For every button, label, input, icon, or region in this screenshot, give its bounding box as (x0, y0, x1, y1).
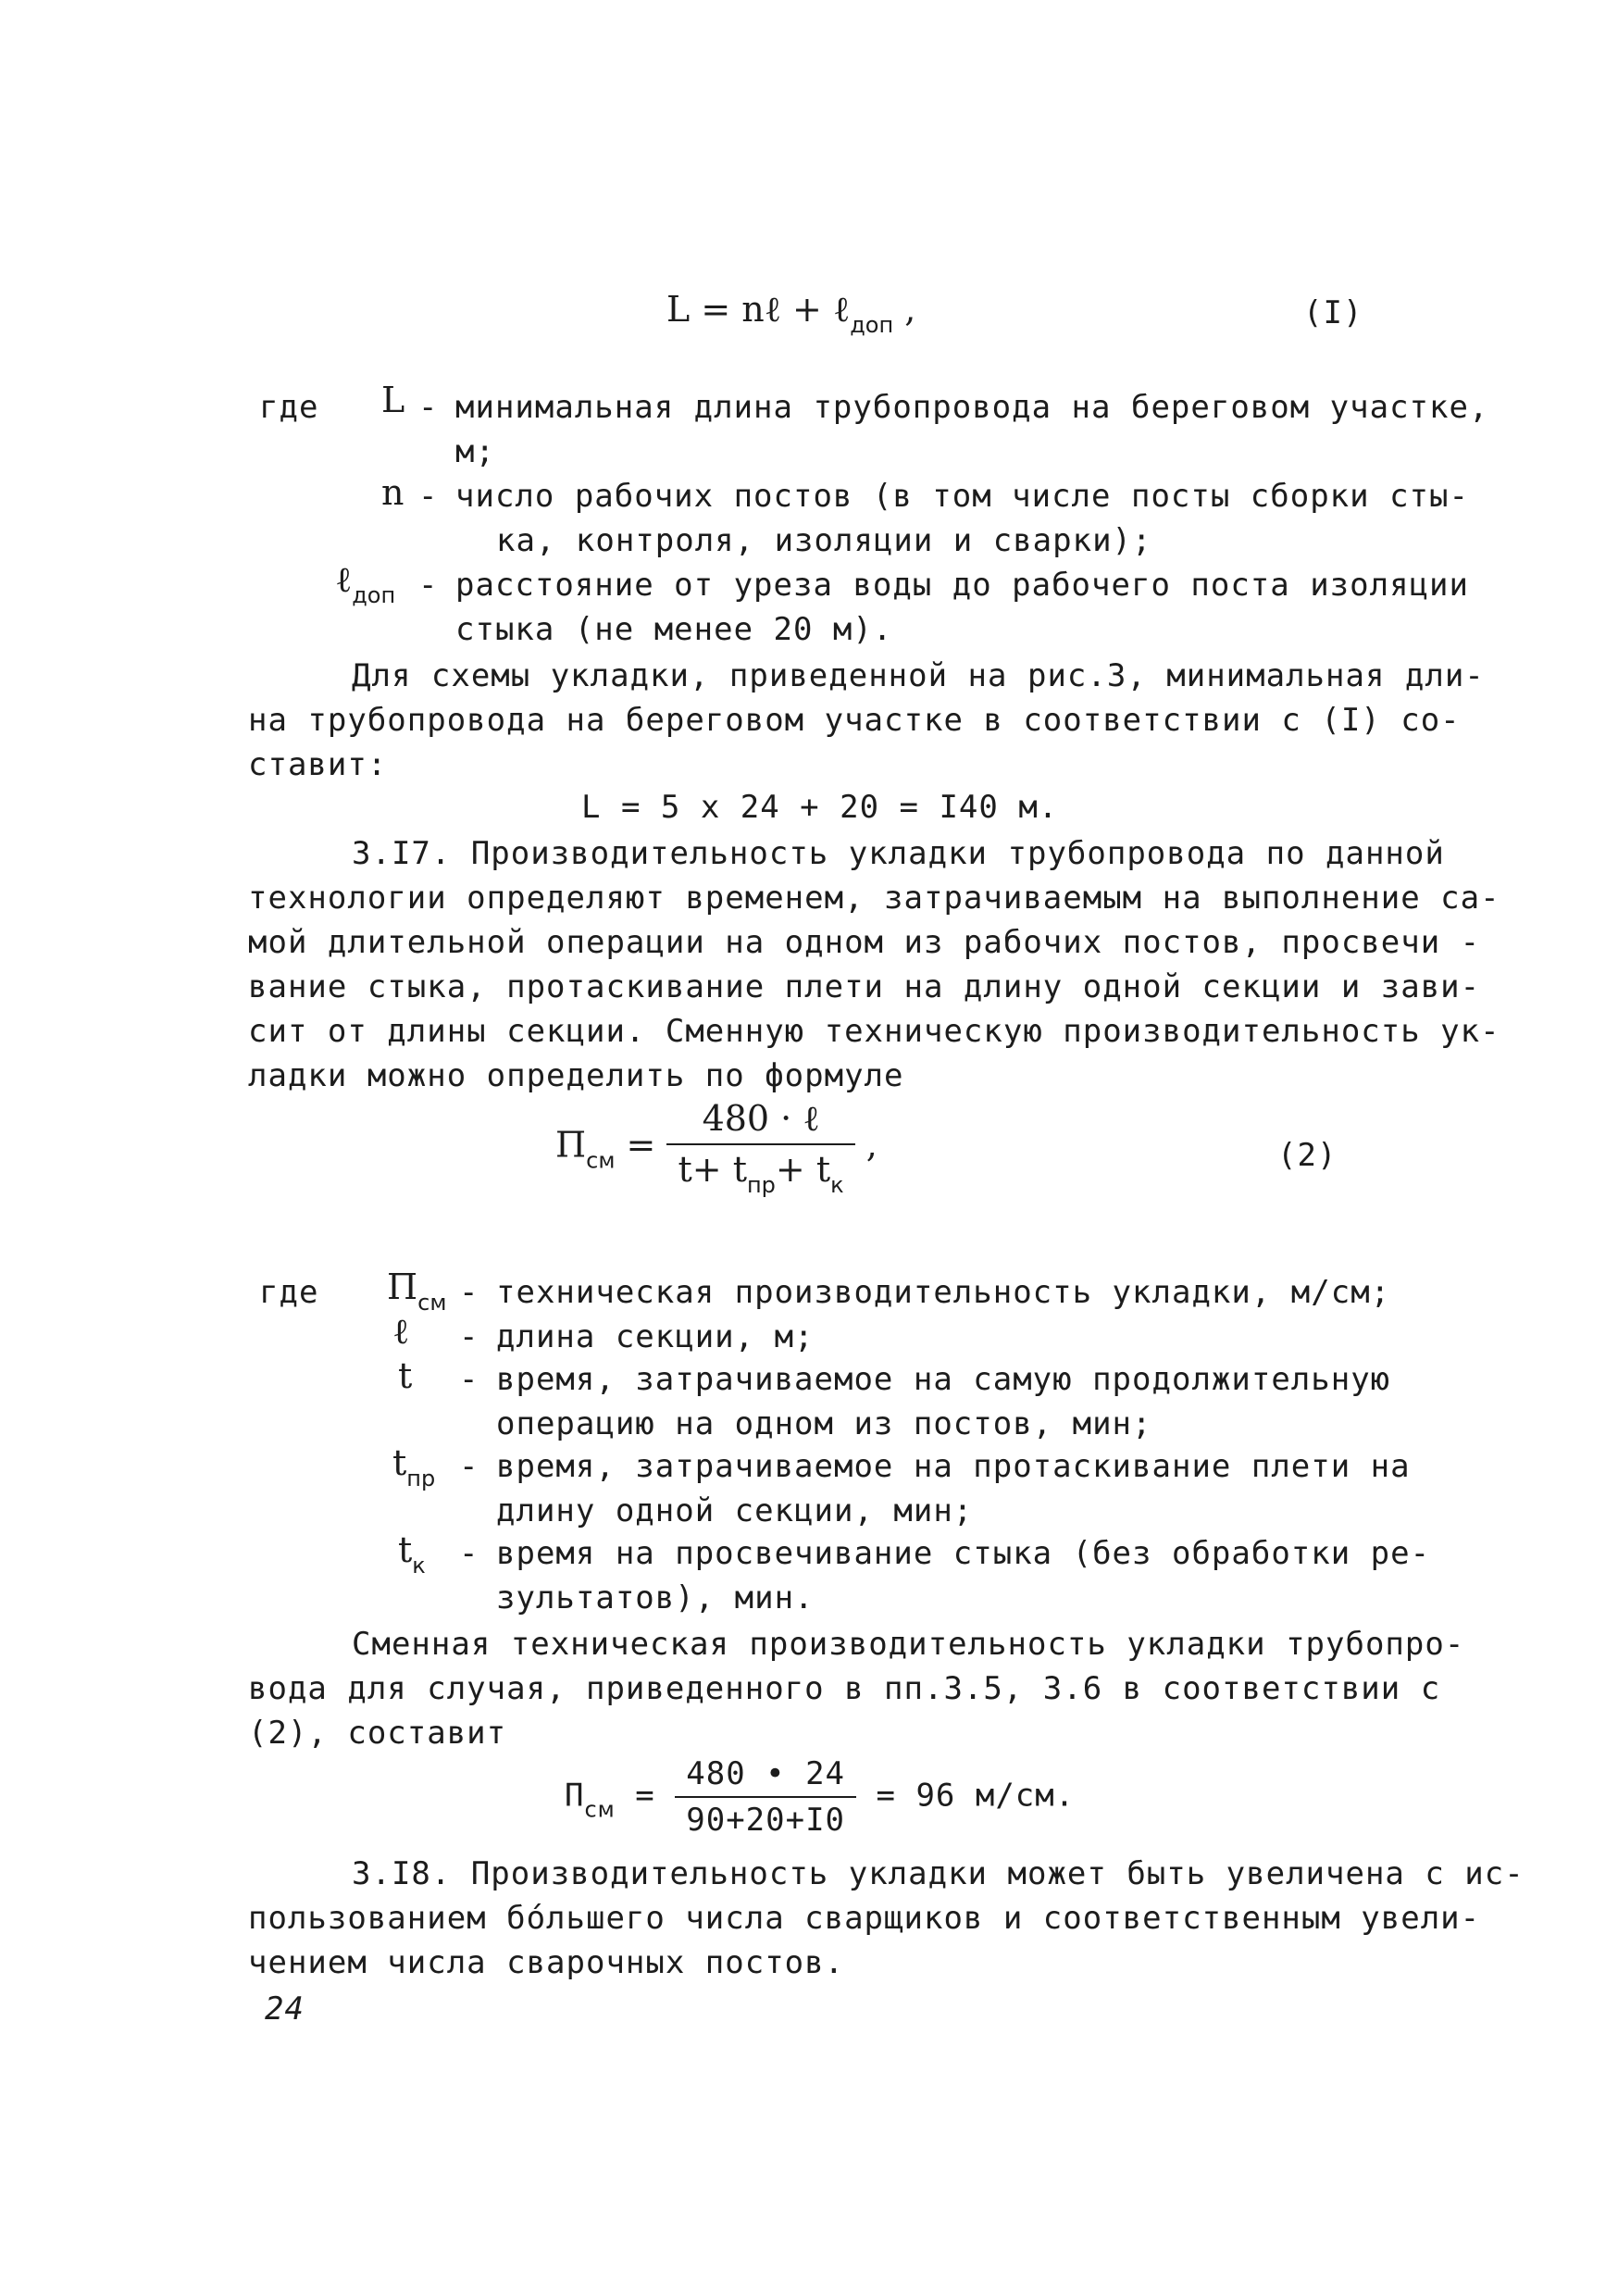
paragraph-line: 3.I8. Производительность укладки может быть увеличена с ис- (352, 1855, 1525, 1892)
paragraph-line: вода для случая, приведенного в пп.3.5, 3.6 в соответствии с (248, 1670, 1441, 1707)
definition-line: техническая производительность укладки, м/см; (496, 1274, 1391, 1311)
symbol-t-pr: $t_{пр}$ (392, 1442, 436, 1491)
definition-line: операцию на одном из постов, мин; (496, 1405, 1152, 1442)
paragraph-line: мой длительной операции на одном из рабочих постов, просвечи - (248, 924, 1481, 961)
symbol-n: n (381, 472, 404, 513)
definition-line: м; (455, 433, 495, 470)
symbol-t-k: $t_к$ (398, 1529, 426, 1578)
dash: - (418, 567, 439, 604)
paragraph-line: (2), составит (248, 1715, 507, 1752)
formula-2: $П_{см}$ = $\frac{\text{480 · ℓ}}{t+ t_{пр}+ t_к}$ , (555, 1098, 877, 1198)
definition-line: время, затрачиваемое на самую продолжительную (496, 1361, 1391, 1398)
dash: - (418, 389, 439, 426)
calculation-2-fraction: $\frac{480 • 24}{90+20+I0}$ (675, 1755, 856, 1839)
paragraph-line: Для схемы укладки, приведенной на рис.3, минимальная дли- (352, 657, 1485, 694)
dash: - (459, 1448, 479, 1485)
formula-2-fraction: $\frac{\text{480 · ℓ}}{t+ t_{пр}+ t_к}$ (666, 1098, 854, 1198)
definition-line: зультатов), мин. (496, 1579, 815, 1616)
definition-line: число рабочих постов (в том числе посты сборки сты- (455, 478, 1469, 515)
symbol-P-sm: $П_{см}$ (387, 1267, 447, 1316)
formula-1: L = nℓ + ℓ$_{доп}$ , (666, 289, 916, 338)
where-label-1: где (259, 389, 319, 426)
formula-2-number: (2) (1277, 1137, 1338, 1174)
definition-line: время на просвечивание стыка (без обработки ре- (496, 1535, 1431, 1572)
formula-1-number: (I) (1303, 294, 1363, 331)
calculation-1: L = 5 x 24 + 20 = I40 м. (581, 789, 1059, 826)
dash: - (459, 1361, 479, 1398)
paragraph-line: чением числа сварочных постов. (248, 1944, 845, 1981)
dash: - (459, 1274, 479, 1311)
paragraph-line: сит от длины секции. Сменную техническую производительность ук- (248, 1013, 1500, 1050)
definition-line: стыка (не менее 20 м). (455, 611, 893, 648)
where-label-2: где (259, 1274, 319, 1311)
paragraph-line: ставит: (248, 746, 388, 783)
paragraph-line: на трубопровода на береговом участке в соответствии с (I) со- (248, 702, 1461, 739)
dash: - (459, 1535, 479, 1572)
paragraph-line: технологии определяют временем, затрачиваемым на выполнение са- (248, 880, 1500, 917)
symbol-L: L (381, 380, 405, 420)
definition-line: длину одной секции, мин; (496, 1492, 974, 1529)
definition-line: минимальная длина трубопровода на береговом участке, (455, 389, 1489, 426)
symbol-l-dop: ℓ$_{доп}$ (335, 559, 396, 608)
definition-line: расстояние от уреза воды до рабочего поста изоляции (455, 567, 1469, 604)
calculation-2: $П_{см}$ = $\frac{480 • 24}{90+20+I0}$ = 96 м/см. (565, 1755, 1076, 1839)
symbol-t: t (398, 1355, 413, 1396)
paragraph-line: пользованием бóльшего числа сварщиков и соответственным увели- (248, 1900, 1481, 1937)
definition-line: длина секции, м; (496, 1318, 815, 1355)
dash: - (459, 1318, 479, 1355)
page-number: 24 (265, 1990, 305, 2028)
dash: - (418, 478, 439, 515)
symbol-l: ℓ (392, 1311, 410, 1352)
paragraph-line: 3.I7. Производительность укладки трубопровода по данной (352, 835, 1445, 872)
definition-line: время, затрачиваемое на протаскивание плети на (496, 1448, 1411, 1485)
paragraph-line: Сменная техническая производительность укладки трубопро- (352, 1626, 1465, 1663)
paragraph-line: ладки можно определить по формуле (248, 1057, 904, 1094)
paragraph-line: вание стыка, протаскивание плети на длину одной секции и зави- (248, 968, 1481, 1005)
definition-line: ка, контроля, изоляции и сварки); (496, 522, 1152, 559)
